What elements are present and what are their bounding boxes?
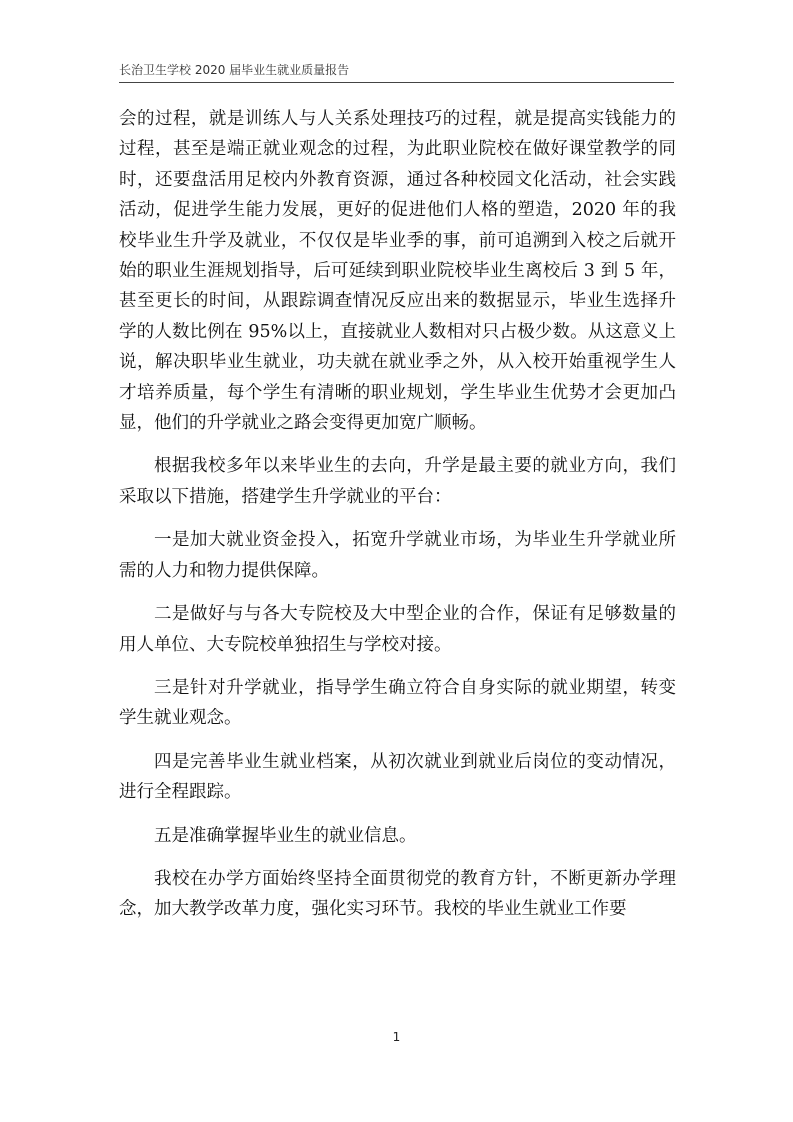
paragraph-continued: 会的过程，就是训练人与人关系处理技巧的过程，就是提高实钱能力的过程，甚至是端正就业观念的过程，为此职业院校在做好课堂教学的同时，还要盘活用足校内外教育资源，通过各种校园文化活动，社会实践活动，促进学生能力发展，更好的促进他们人格的塑造，2020 年的我校毕业生升学及就业，不仅仅是毕业季的事，前可追溯到入校之后就开始的职业生涯规划指导，后可延续到职业院校毕业生离校后 3 到 5 年，甚至更长的时间，从跟踪调查情况反应出来的数据显示，毕业生选择升学的人数比例在 95%以上，直接就业人数相对只占极少数。从这意义上说，解决职毕业生就业，功夫就在就业季之外，从入校开始重视学生人才培养质量，每个学生有清晰的职业规划，学生毕业生优势才会更加凸显，他们的升学就业之路会变得更加宽广顺畅。 [119, 109, 676, 434]
page-number: 1 [392, 1030, 401, 1044]
list-paragraph: 三是针对升学就业，指导学生确立符合自身实际的就业期望，转变学生就业观念。 [119, 677, 676, 729]
list-paragraph: 二是做好与与各大专院校及大中型企业的合作，保证有足够数量的用人单位、大专院校单独招生与学校对接。 [119, 604, 676, 655]
paragraph: 我校在办学方面始终坚持全面贯彻党的教育方针，不断更新办学理念，加大教学改革力度，强化实习环节。我校的毕业生就业工作要 [119, 868, 676, 920]
list-paragraph: 一是加大就业资金投入，拓宽升学就业市场，为毕业生升学就业所需的人力和物力提供保障。 [119, 530, 676, 581]
header-rule [119, 82, 674, 83]
running-header: 长治卫生学校 2020 届毕业生就业质量报告 [119, 63, 350, 77]
list-paragraph: 四是完善毕业生就业档案，从初次就业到就业后岗位的变动情况，进行全程跟踪。 [119, 751, 676, 803]
paragraph: 根据我校多年以来毕业生的去向，升学是最主要的就业方向，我们采取以下措施，搭建学生升学就业的平台： [119, 456, 676, 507]
document-body [119, 104, 676, 925]
list-paragraph: 五是准确掌握毕业生的就业信息。 [154, 825, 417, 846]
